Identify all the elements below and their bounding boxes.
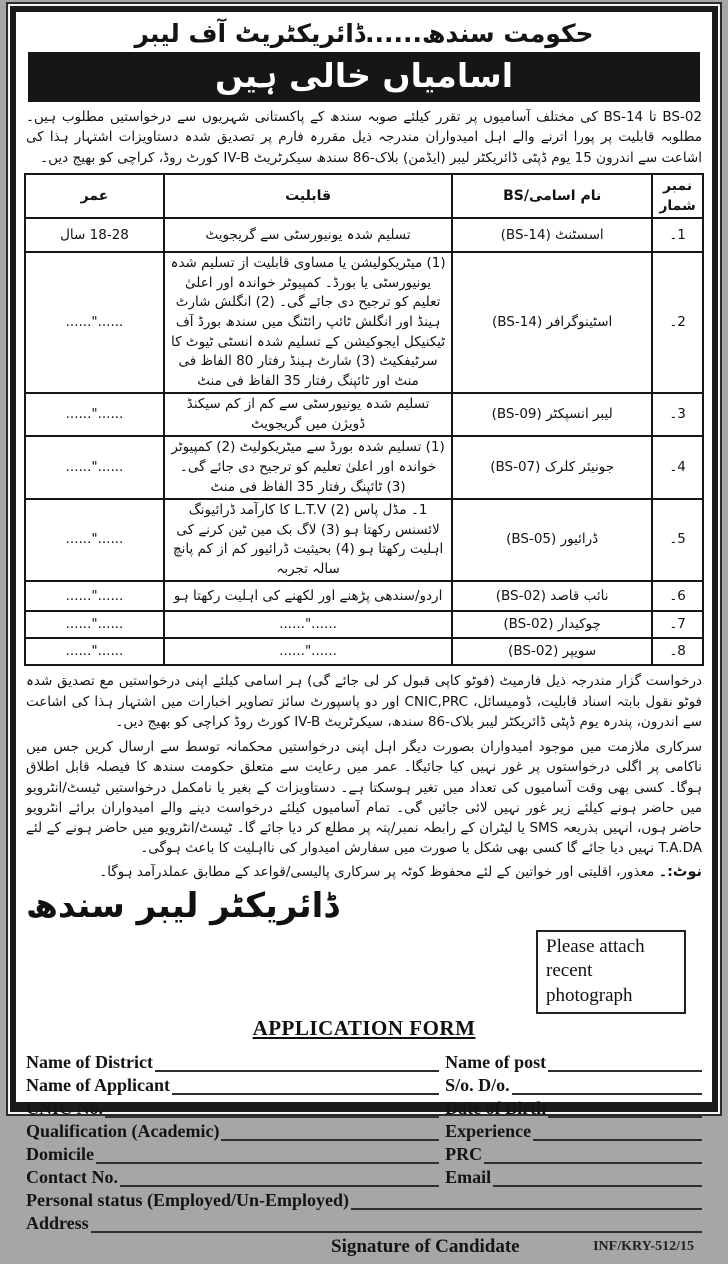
advert-page [10,6,718,1257]
form-row [26,1095,702,1118]
blank-line [172,1093,439,1095]
vacancy-banner: اسامیاں خالی ہیں [28,52,700,102]
note-text: معذور، اقلیتی اور خواتین کے لئے محفوظ کوٹہ پر سرکاری پالیسی/قواعد کے مطابق عملدرآمد ہوگا۔ [99,863,655,880]
cell-serial: 3۔ [652,393,703,436]
cell-age: ......"...... [25,581,164,611]
form-field-cnic [26,1099,445,1118]
blank-line [533,1139,702,1141]
cell-qualification: ......"...... [164,638,452,665]
cell-post: اسٹینوگرافر (BS-14) [452,252,652,393]
field-label: Contact No. [26,1166,118,1187]
table-row [25,436,703,499]
blank-line [484,1162,702,1164]
note-label: نوٹ:۔ [658,863,702,880]
field-label: Name of District [26,1051,153,1072]
blank-line [351,1208,702,1210]
table-row [25,393,703,436]
col-post: نام اسامی/BS [452,174,652,219]
field-label: CNIC No. [26,1097,104,1118]
cell-age: ......"...... [25,611,164,638]
field-label: Address [26,1212,89,1233]
blank-line [512,1093,702,1095]
table-row [25,252,703,393]
form-field-experience [445,1122,702,1141]
cell-serial: 5۔ [652,499,703,581]
form-field-name-of-applicant [26,1076,445,1095]
table-row [25,218,703,252]
cell-qualification: ......"...... [164,611,452,638]
cell-serial: 6۔ [652,581,703,611]
form-field-domicile [26,1145,445,1164]
cell-post: جونیئر کلرک (BS-07) [452,436,652,499]
form-row [26,1072,702,1095]
field-label: PRC [445,1143,483,1164]
field-label: Date of Birth [445,1097,547,1118]
form-field-qualification [26,1122,445,1141]
form-row [26,1118,702,1141]
cell-qualification: 1۔ مڈل پاس (2) L.T.V کا کارآمد ڈرائیونگ لائسنس رکھتا ہو (3) لاگ بک مین ٹین کرنے کی اہلیت رکھتا ہو (4) بحیثیت ڈرائیور کم از کم پانچ سالہ تجربہ [164,499,452,581]
cell-serial: 2۔ [652,252,703,393]
cell-age: ......"...... [25,252,164,393]
cell-age: ......"...... [25,499,164,581]
table-row [25,611,703,638]
cell-serial: 1۔ [652,218,703,252]
form-field-contact-no [26,1168,445,1187]
blank-line [221,1139,439,1141]
vacancies-table [24,173,704,667]
table-header-row [25,174,703,219]
cell-post: لیبر انسپکٹر (BS-09) [452,393,652,436]
terms-paragraph: سرکاری ملازمت میں موجود امیدواران بصورت دیگر اہل اپنی درخواستیں محکمانہ توسط سے ارسال کریں جس میں ناکامی پر اگلی درخواستوں پر غور نہیں کیا جائیگا۔ عمر میں رعایت سے متعلق حکومت سندھ کا فیصلہ قابل اطلاق ہوگا۔ کسی بھی وقت آسامیوں کی تعداد میں تغیر ہوسکتا ہے۔ دستاویزات کے بغیر یا نامکمل درخواستیں ٹیسٹ/انٹرویو میں حاضر ہونے کیلئے زیر غور نہیں لائی جائیں گی۔ تمام آسامیوں کیلئے درخواست دینے والے امیدواران برائے انٹرویو حاضر ہوں، انہیں بذریعہ SMS یا لیٹران کے رابطہ نمبر/پتہ پر مطلع کر دیا جائے گا۔ ٹیسٹ/انٹرویو میں حاضر ہونے کے لئے T.A.DA نہیں دیا جائے گا کسی بھی شکل یا صورت میں سفارش امیدوار کی نااہلیت کا باعث ہوگی۔ [26,739,702,857]
field-label: Name of Applicant [26,1074,170,1095]
form-field-personal-status [26,1191,702,1210]
form-field-prc [445,1145,702,1164]
cell-post: اسسٹنٹ (BS-14) [452,218,652,252]
field-label: Domicile [26,1143,94,1164]
cell-qualification: تسلیم شدہ یونیورسٹی سے کم از کم سیکنڈ ڈویژن میں گریجویٹ [164,393,452,436]
form-field-address [26,1214,702,1233]
blank-line [548,1116,702,1118]
field-label: Personal status (Employed/Un-Employed) [26,1189,350,1210]
cell-qualification: (1) میٹریکولیشن یا مساوی قابلیت از تسلیم شدہ یونیورسٹی یا بورڈ۔ کمپیوٹر خواندہ اور اعلیٰ تعلیم کو ترجیح دی جائے گی۔ (2) انگلش شارٹ ہینڈ اور انگلش ٹائپ رائٹنگ میں سندھ بورڈ آف ٹیکنیکل ایجوکیشن کے تسلیم شدہ انسٹی ٹیوٹ کا سرٹیفکیٹ (3) شارٹ ہینڈ رفتار 80 الفاظ فی منٹ اور ٹائپنگ رفتار 35 الفاظ فی منٹ [164,252,452,393]
cell-serial: 4۔ [652,436,703,499]
signature-of-candidate-label: Signature of Candidate [331,1235,520,1257]
col-age: عمر [25,174,164,219]
issuer-signature: ڈائریکٹر لیبر سندھ [26,885,339,926]
form-field-so-do [445,1076,702,1095]
field-label: Qualification (Academic) [26,1120,220,1141]
form-row [26,1210,702,1233]
form-row [26,1187,702,1210]
form-footer [26,1236,702,1264]
blank-line [120,1185,439,1187]
note-line [26,864,702,880]
blank-line [548,1070,702,1072]
cell-qualification: (1) تسلیم شدہ بورڈ سے میٹریکولیٹ (2) کمپیوٹر خواندہ اور اعلیٰ تعلیم کو ترجیح دی جائے گی۔ (3) ٹائپنگ رفتار 35 الفاظ فی منٹ [164,436,452,499]
cell-qualification: اردو/سندھی پڑھنے اور لکھنے کی اہلیت رکھتا ہو [164,581,452,611]
blank-line [91,1231,702,1233]
table-row [25,581,703,611]
application-form-title: APPLICATION FORM [252,1015,476,1040]
cell-serial: 8۔ [652,638,703,665]
cell-serial: 7۔ [652,611,703,638]
cell-qualification: تسلیم شدہ یونیورسٹی سے گریجویٹ [164,218,452,252]
cell-post: ڈرائیور (BS-05) [452,499,652,581]
table-row [25,638,703,665]
submission-paragraph: درخواست گزار مندرجہ ذیل فارمیٹ (فوٹو کاپی قبول کر لی جائے گی) ہر اسامی کیلئے اپنی درخواستیں مع تصدیق شدہ فوٹو نقول بابتہ اسناد قابلیت، ڈومیسائل، CNIC,PRC اور دو پاسپورٹ سائز تصاویر اخبارات میں اشتہار ہذا کی اشاعت سے اندرون، پندرہ یوم ڈپٹی ڈائریکٹر لیبر بلاک-86 سندھ، سیکرٹریٹ IV-B کورٹ روڈ کراچی کو بھیج دیں۔ [26,673,702,730]
col-qualification: قابلیت [164,174,452,219]
field-label: Name of post [445,1051,547,1072]
blank-line [96,1162,439,1164]
blank-line [493,1185,702,1187]
field-label: Experience [445,1120,532,1141]
blank-line [155,1070,439,1072]
table-row [25,499,703,581]
advert-ref-number: INF/KRY-512/15 [593,1238,694,1254]
form-row [26,1164,702,1187]
form-row [26,1141,702,1164]
col-serial: نمبر شمار [652,174,703,219]
cell-post: چوکیدار (BS-02) [452,611,652,638]
cell-post: سویپر (BS-02) [452,638,652,665]
cell-age: ......"...... [25,436,164,499]
form-row [26,1049,702,1072]
photo-attach-box: Please attach recent photograph [536,930,686,1014]
masthead-title: حکومت سندھ......ڈائریکٹریٹ آف لیبر [134,19,594,48]
photo-row [24,928,704,1016]
blank-line [105,1116,439,1118]
intro-paragraph: BS-02 تا BS-14 کی مختلف آسامیوں پر تقرر کیلئے صوبہ سندھ کے پاکستانی شہریوں سے درخواستیں مطلوب ہیں۔ مطلوبہ قابلیت پر پورا اترنے والے اہل امیدواران مندرجہ ذیل مقررہ فارم پر تصدیق شدہ دستاویزات اشتہار ہذا کی اشاعت سے اندرون 15 یوم ڈپٹی ڈائریکٹر لیبر (ایڈمن) بلاک-86 سندھ سیکرٹریٹ IV-B کورٹ روڈ، کراچی کو بھیج دیں۔ [26,109,703,166]
form-field-date-of-birth [445,1099,702,1118]
cell-age: ......"...... [25,393,164,436]
cell-age: ......"...... [25,638,164,665]
field-label: Email [445,1166,492,1187]
form-field-name-of-district [26,1053,445,1072]
application-form [24,1049,704,1264]
field-label: S/o. D/o. [445,1074,510,1095]
cell-age: 18-28 سال [25,218,164,252]
form-field-email [445,1168,702,1187]
cell-post: نائب قاصد (BS-02) [452,581,652,611]
form-field-name-of-post [445,1053,702,1072]
